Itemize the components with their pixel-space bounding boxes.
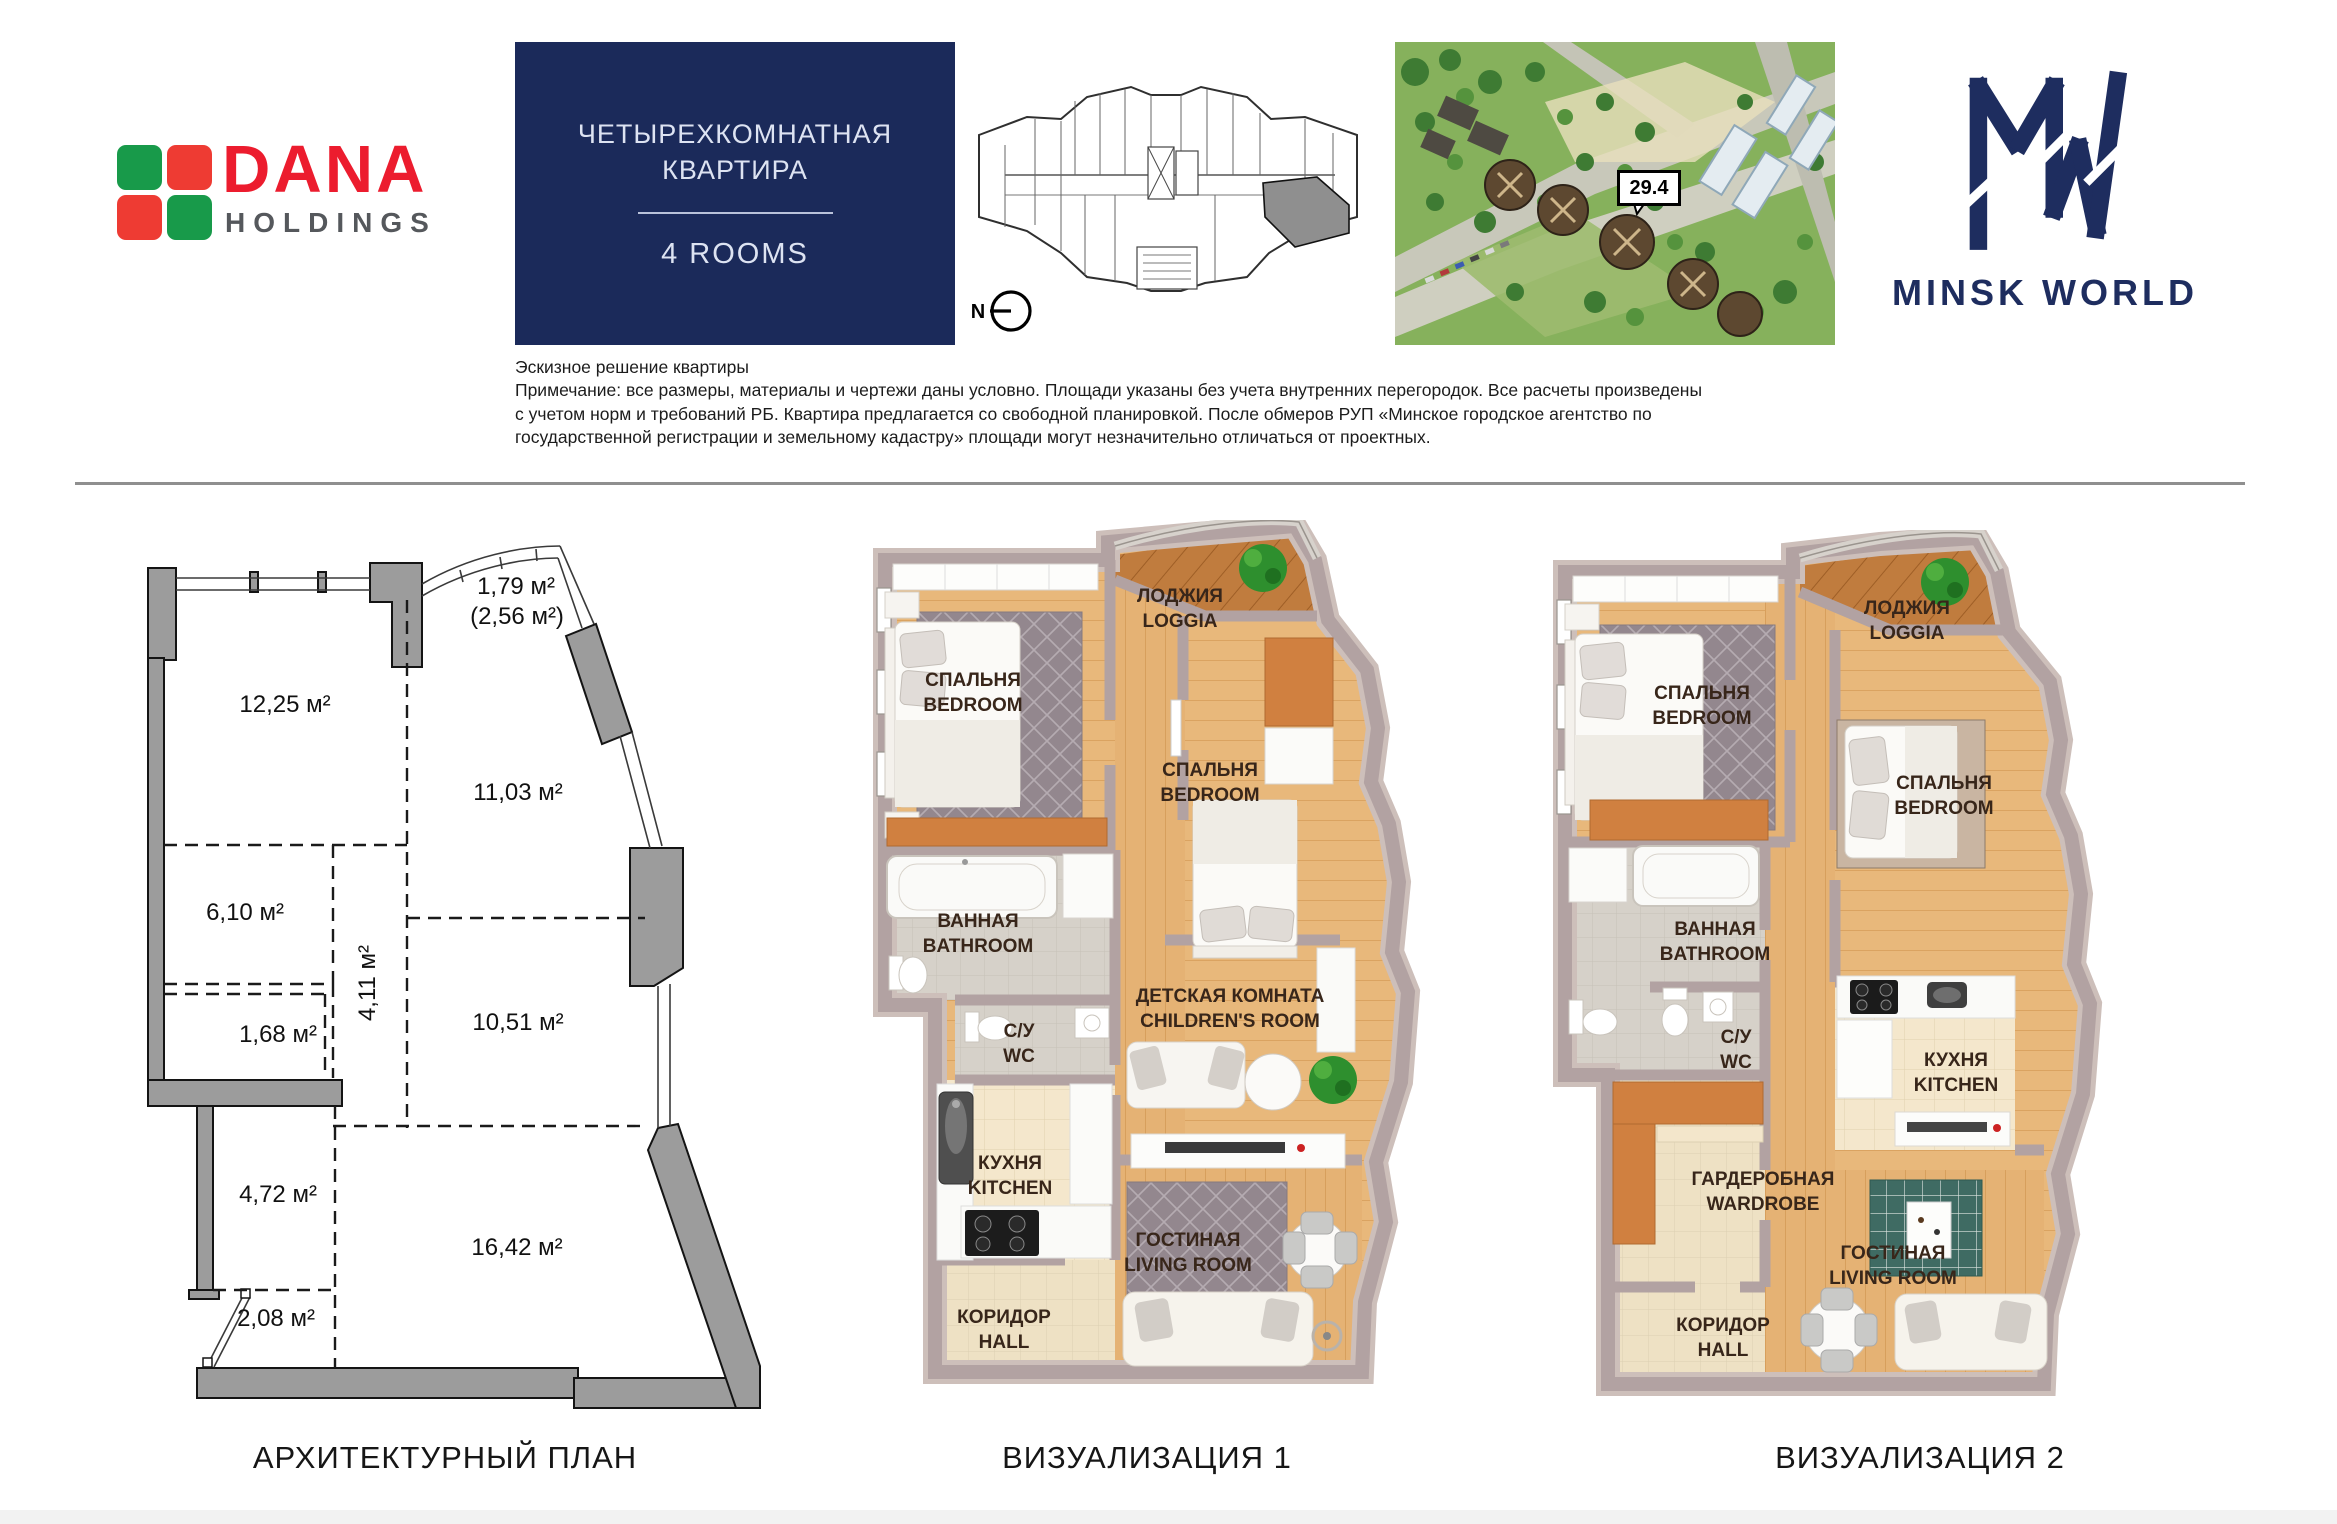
viz1-label-wc: С/У WC: [1003, 1020, 1035, 1067]
viz2-label-living-room: ГОСТИНАЯ LIVING ROOM: [1829, 1242, 1957, 1289]
viz1-label-kitchen: КУХНЯ KITCHEN: [967, 1152, 1053, 1199]
dana-logo-square-green-br: [167, 195, 212, 240]
apartment-title-box: [515, 42, 955, 345]
masterplan-map: [1395, 42, 1835, 345]
viz1-label-bedroom1: СПАЛЬНЯ BEDROOM: [923, 669, 1023, 716]
disclaimer-line2: с учетом норм и требований РБ. Квартира предлагается со свободной планировкой. После обмеров РУП «Минское городское агентство по: [515, 403, 1652, 424]
building-number-badge: 29.4: [1617, 170, 1681, 206]
dana-logo-square-red-tr: [167, 145, 212, 190]
floor-schematic: [965, 55, 1375, 345]
caption-visualization-2: ВИЗУАЛИЗАЦИЯ 2: [1775, 1440, 2065, 1475]
viz2-label-bathroom: ВАННАЯ BATHROOM: [1659, 918, 1771, 965]
viz1-label-bathroom: ВАННАЯ BATHROOM: [922, 910, 1034, 957]
plan-area-room2: 11,03 м²: [473, 779, 563, 806]
dana-holdings-text: HOLDINGS: [225, 207, 437, 238]
caption-visualization-1: ВИЗУАЛИЗАЦИЯ 1: [1002, 1440, 1292, 1475]
viz1-label-loggia: ЛОДЖИЯ LOGGIA: [1137, 585, 1223, 632]
viz1-label-living-room: ГОСТИНАЯ LIVING ROOM: [1124, 1229, 1252, 1276]
viz2-label-bedroom2: СПАЛЬНЯ BEDROOM: [1894, 772, 1994, 819]
visualization-1-panel: [865, 520, 1435, 1400]
plan-area-room1: 12,25 м²: [239, 691, 331, 718]
header-divider-line: [75, 482, 2245, 485]
disclaimer-line1: Примечание: все размеры, материалы и чертежи даны условно. Площади указаны без учета внутренних перегородок. Все расчеты произведены: [515, 380, 1703, 401]
caption-architectural-plan: АРХИТЕКТУРНЫЙ ПЛАН: [252, 1440, 638, 1475]
plan-area-entry: 2,08 м²: [237, 1305, 315, 1332]
plan-area-living: 16,42 м²: [471, 1234, 563, 1261]
plan-area-hall: 6,10 м²: [206, 899, 284, 926]
viz2-label-hall: КОРИДОР HALL: [1676, 1314, 1770, 1361]
floor-schematic-drawing: [965, 55, 1375, 345]
disclaimer: [515, 356, 2235, 449]
architectural-plan-panel: [130, 540, 770, 1420]
disclaimer-line3: государственной регистрации и земельному кадастру» площади могут незначительно отличаться от проектных.: [515, 426, 1431, 447]
plan-area-loggia-total: (2,56 м²): [470, 603, 564, 630]
viz2-label-loggia: ЛОДЖИЯ LOGGIA: [1864, 597, 1950, 644]
apartment-title-en: 4 ROOMS: [661, 238, 809, 271]
viz1-label-hall: КОРИДОР HALL: [957, 1306, 1051, 1353]
viz2-label-kitchen: КУХНЯ KITCHEN: [1913, 1049, 1999, 1096]
plan-area-closet: 1,68 м²: [239, 1021, 317, 1048]
plan-area-kitchen: 4,72 м²: [239, 1181, 317, 1208]
visualization-2-panel: [1545, 530, 2125, 1410]
minsk-world-logo: [1878, 58, 2212, 314]
masterplan-map-image: [1395, 42, 1835, 345]
viz2-label-wardrobe: ГАРДЕРОБНАЯ WARDROBE: [1691, 1168, 1835, 1215]
title-divider: [638, 212, 833, 214]
viz2-label-wc: С/У WC: [1720, 1026, 1752, 1073]
apartment-title-ru: ЧЕТЫРЕХКОМНАТНАЯ КВАРТИРА: [577, 118, 893, 185]
dana-brand-text: DANA: [222, 132, 428, 207]
dana-logo-square-red-bl: [117, 195, 162, 240]
viz2-label-bedroom1: СПАЛЬНЯ BEDROOM: [1652, 682, 1752, 729]
viz1-label-childrens-room: ДЕТСКАЯ КОМНАТА CHILDREN'S ROOM: [1135, 985, 1325, 1032]
plan-area-corridor: 4,11 м²: [354, 944, 381, 1022]
minsk-world-name: MINSK WORLD: [1892, 272, 2198, 313]
architectural-plan-drawing: [130, 540, 770, 1420]
viz1-label-bedroom2: СПАЛЬНЯ BEDROOM: [1160, 759, 1260, 806]
dana-logo-square-green-tl: [117, 145, 162, 190]
bottom-bar: [0, 1510, 2337, 1524]
north-label: N: [970, 301, 986, 323]
plan-area-loggia: 1,79 м²: [477, 573, 555, 600]
plan-area-room3: 10,51 м²: [472, 1009, 564, 1036]
minsk-world-monogram: [1958, 58, 2133, 258]
disclaimer-title: Эскизное решение квартиры: [515, 357, 749, 377]
